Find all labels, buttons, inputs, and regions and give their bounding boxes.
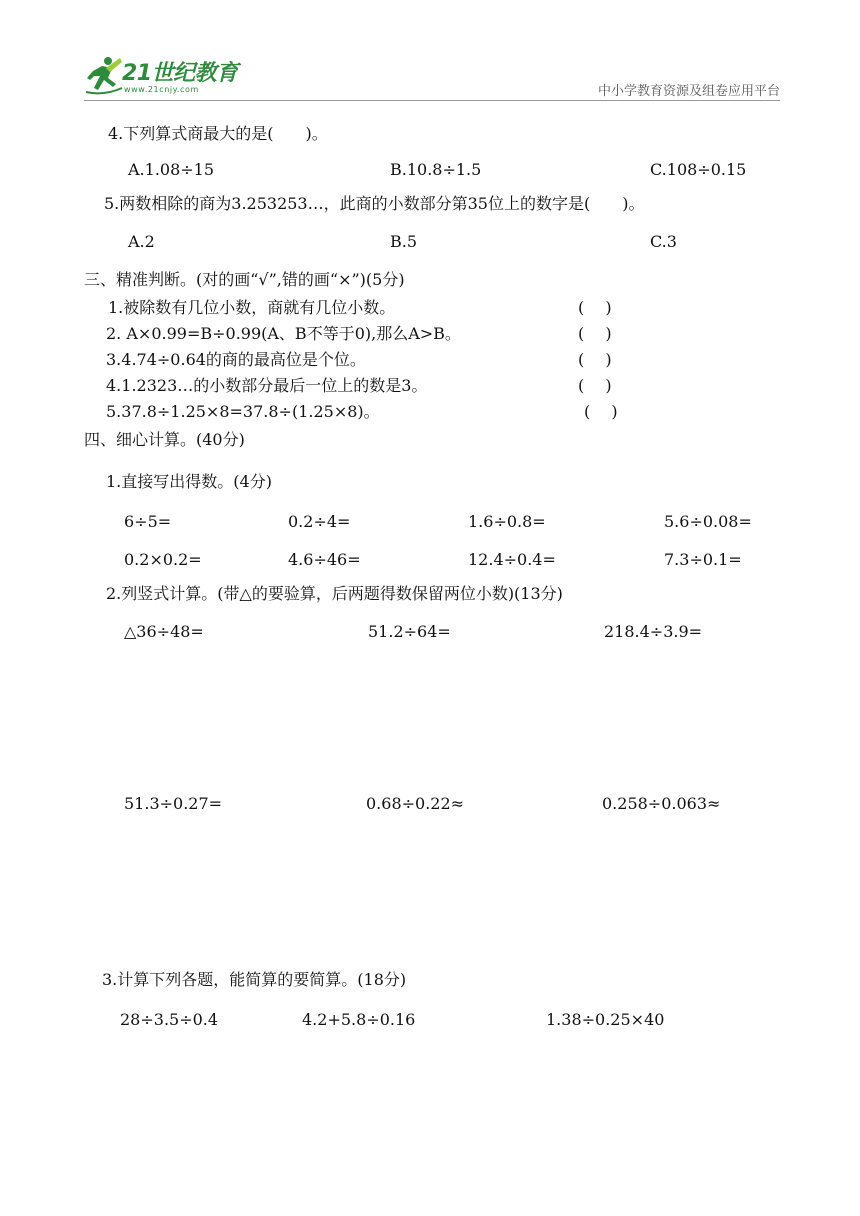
question-5-option-b: B.5	[390, 232, 418, 251]
direct-calc-item: 12.4÷0.4=	[468, 550, 556, 569]
vertical-calc-title: 2.列竖式计算。(带△的要验算，后两题得数保留两位小数)(13分)	[106, 584, 563, 603]
direct-calc-item: 4.6÷46=	[288, 550, 361, 569]
platform-name: 中小学教育资源及组卷应用平台	[597, 84, 780, 99]
direct-calc-item: 5.6÷0.08=	[664, 512, 752, 531]
question-5-option-a: A.2	[128, 232, 155, 251]
question-5-stem: 5.两数相除的商为3.253253…，此商的小数部分第35位上的数字是( )。	[104, 194, 645, 213]
judge-item-4-answer-box: ( )	[578, 376, 612, 395]
question-5-option-c: C.3	[650, 232, 677, 251]
judge-item-3-answer-box: ( )	[578, 350, 612, 369]
simplify-calc-item: 4.2+5.8÷0.16	[302, 1010, 416, 1029]
header-divider	[84, 100, 780, 101]
section-judge-title: 三、精准判断。(对的画“√”,错的画“×”)(5分)	[84, 270, 405, 289]
simplify-calc-item: 28÷3.5÷0.4	[120, 1010, 219, 1029]
direct-calc-item: 6÷5=	[124, 512, 172, 531]
judge-item-3: 3.4.74÷0.64的商的最高位是个位。	[106, 350, 366, 369]
judge-item-4: 4.1.2323…的小数部分最后一位上的数是3。	[106, 376, 428, 395]
simplify-calc-title: 3.计算下列各题，能简算的要简算。(18分)	[102, 970, 407, 989]
question-4-option-b: B.10.8÷1.5	[390, 160, 482, 179]
judge-item-1: 1.被除数有几位小数，商就有几位小数。	[108, 298, 396, 317]
vertical-calc-item: 51.3÷0.27=	[124, 794, 223, 813]
question-4-option-c: C.108÷0.15	[650, 160, 747, 179]
judge-item-2-answer-box: ( )	[578, 324, 612, 343]
judge-item-1-answer-box: ( )	[578, 298, 612, 317]
direct-calc-item: 0.2÷4=	[288, 512, 351, 531]
vertical-calc-item: △36÷48=	[124, 622, 204, 641]
question-4-option-a: A.1.08÷15	[128, 160, 215, 179]
logo-text: 21世纪教育	[122, 61, 238, 86]
vertical-calc-item: 218.4÷3.9=	[604, 622, 703, 641]
direct-calc-item: 7.3÷0.1=	[664, 550, 742, 569]
section-calc-title: 四、细心计算。(40分)	[84, 430, 245, 449]
question-4-stem: 4.下列算式商最大的是( )。	[108, 124, 328, 143]
vertical-calc-item: 51.2÷64=	[368, 622, 451, 641]
direct-calc-title: 1.直接写出得数。(4分)	[106, 472, 272, 491]
judge-item-5-answer-box: ( )	[584, 402, 618, 421]
direct-calc-item: 1.6÷0.8=	[468, 512, 546, 531]
judge-item-2: 2. A×0.99=B÷0.99(A、B不等于0),那么A>B。	[106, 324, 461, 343]
direct-calc-item: 0.2×0.2=	[124, 550, 202, 569]
vertical-calc-item: 0.68÷0.22≈	[366, 794, 465, 813]
judge-item-5: 5.37.8÷1.25×8=37.8÷(1.25×8)。	[106, 402, 380, 421]
logo	[84, 54, 244, 98]
runner-icon	[84, 54, 124, 98]
vertical-calc-item: 0.258÷0.063≈	[602, 794, 721, 813]
logo-url: www.21cnjy.com	[124, 85, 199, 94]
simplify-calc-item: 1.38÷0.25×40	[546, 1010, 665, 1029]
